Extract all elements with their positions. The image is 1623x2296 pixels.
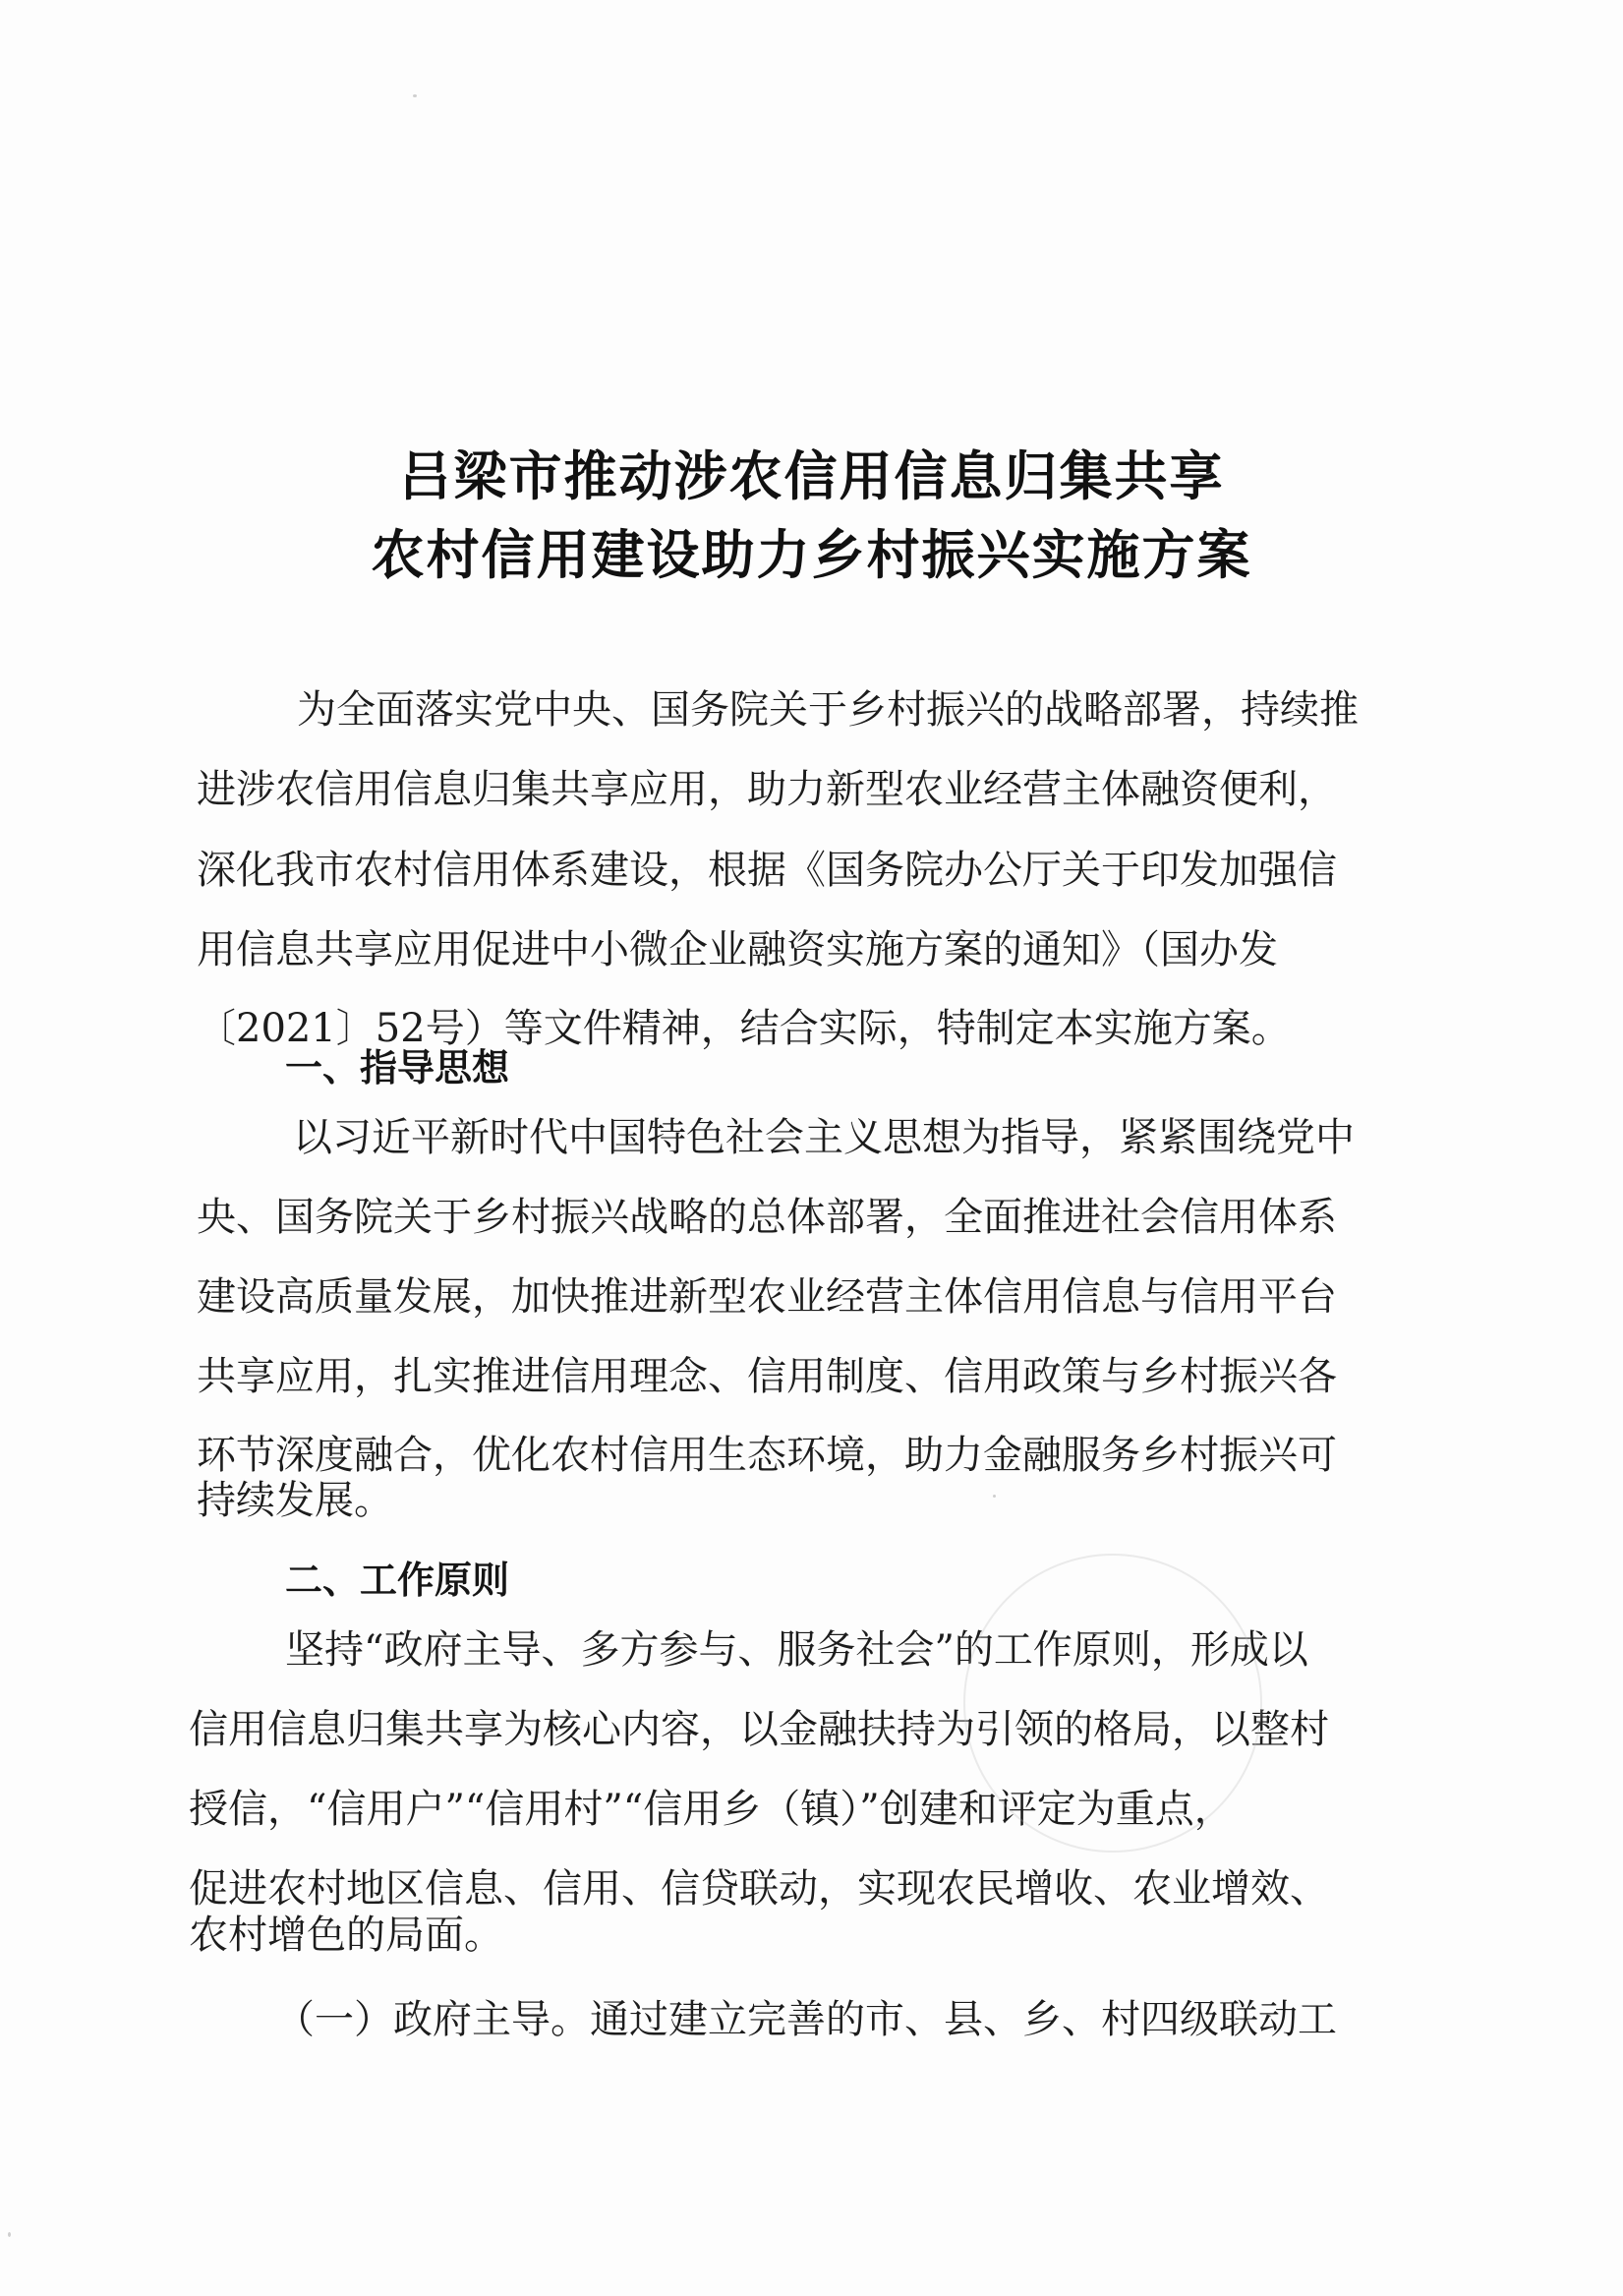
scan-speck — [413, 94, 417, 97]
section-1-line-2: 央、国务院关于乡村振兴战略的总体部署，全面推进社会信用体系 — [197, 1195, 1337, 1240]
section-1-heading: 一、指导思想 — [285, 1046, 510, 1089]
section-2-heading: 二、工作原则 — [285, 1559, 510, 1602]
section-1-line-5: 环节深度融合，优化农村信用生态环境，助力金融服务乡村振兴可 — [197, 1433, 1337, 1478]
intro-line-4: 用信息共享应用促进中小微企业融资实施方案的通知》（国办发 — [197, 927, 1278, 972]
section-1-line-3: 建设高质量发展，加快推进新型农业经营主体信用信息与信用平台 — [197, 1274, 1337, 1320]
section-2-line-2: 信用信息归集共享为核心内容，以金融扶持为引领的格局，以整村 — [189, 1707, 1329, 1752]
document-title-line-1: 吕梁市推动涉农信用信息归集共享 — [398, 445, 1225, 507]
section-2-line-1: 坚持“政府主导、多方参与、服务社会”的工作原则，形成以 — [285, 1627, 1308, 1673]
scan-speck — [993, 1495, 996, 1498]
intro-line-1: 为全面落实党中央、国务院关于乡村振兴的战略部署，持续推 — [297, 687, 1359, 733]
intro-line-5: 〔2021〕52号）等文件精神，结合实际，特制定本实施方案。 — [197, 1006, 1291, 1051]
scan-speck — [8, 2232, 11, 2237]
section-2-line-5: 农村增色的局面。 — [189, 1913, 503, 1958]
intro-line-2: 进涉农信用信息归集共享应用，助力新型农业经营主体融资便利， — [197, 767, 1337, 812]
intro-line-3: 深化我市农村信用体系建设，根据《国务院办公厅关于印发加强信 — [197, 848, 1337, 893]
section-1-line-1: 以习近平新时代中国特色社会主义思想为指导，紧紧围绕党中 — [293, 1115, 1355, 1160]
section-1-line-6: 持续发展。 — [197, 1478, 393, 1523]
subsection-1-line: （一）政府主导。通过建立完善的市、县、乡、村四级联动工 — [275, 1997, 1337, 2042]
document-title-line-2: 农村信用建设助力乡村振兴实施方案 — [371, 524, 1252, 586]
section-2-line-3: 授信，“信用户”“信用村”“信用乡（镇）”创建和评定为重点， — [189, 1787, 1234, 1832]
section-1-line-4: 共享应用，扎实推进信用理念、信用制度、信用政策与乡村振兴各 — [197, 1354, 1337, 1399]
section-2-line-4: 促进农村地区信息、信用、信贷联动，实现农民增收、农业增效、 — [189, 1866, 1329, 1912]
